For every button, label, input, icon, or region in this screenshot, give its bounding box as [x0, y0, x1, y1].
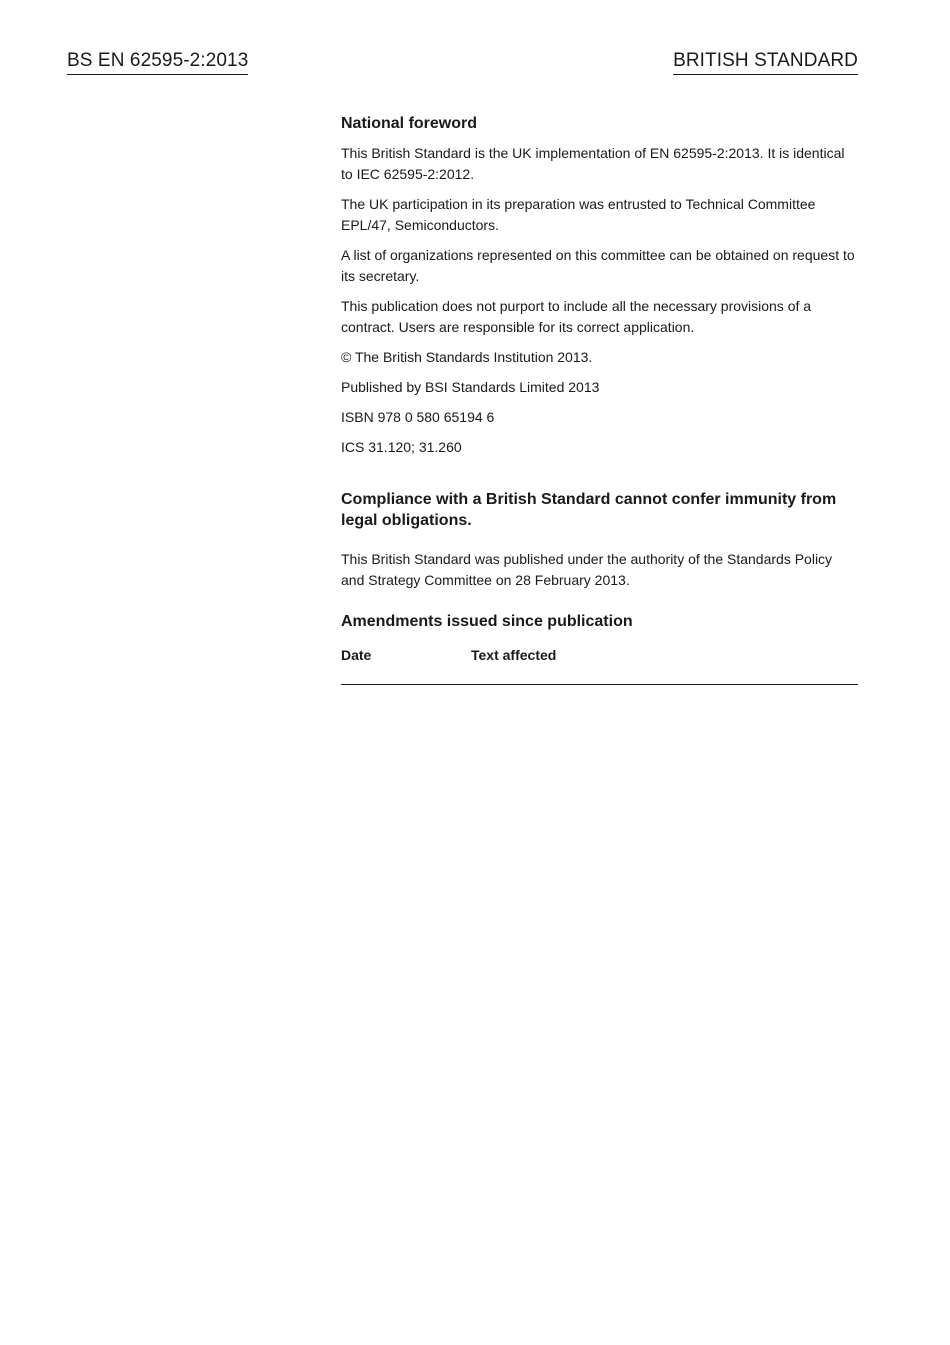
- standard-label: BRITISH STANDARD: [673, 49, 858, 75]
- isbn-line: ISBN 978 0 580 65194 6: [341, 409, 495, 425]
- amendments-column-text-affected: Text affected: [471, 647, 557, 663]
- copyright-notice: © The British Standards Institution 2013.: [341, 349, 593, 365]
- authority-statement: This British Standard was published under the authority of the Standards Policy and Strategy Committee on 28 February 2013.: [341, 551, 833, 588]
- national-foreword-section: [341, 112, 858, 685]
- compliance-statement: Compliance with a British Standard cannot confer immunity from legal obligations.: [341, 491, 837, 529]
- foreword-paragraph-committee: The UK participation in its preparation was entrusted to Technical Committee EPL/47, Semiconductors.: [341, 196, 816, 233]
- amendments-title: Amendments issued since publication: [341, 613, 633, 630]
- foreword-title: National foreword: [341, 115, 478, 132]
- document-id: BS EN 62595-2:2013: [67, 49, 248, 75]
- ics-line: ICS 31.120; 31.260: [341, 439, 462, 455]
- amendments-column-date: Date: [341, 647, 372, 663]
- foreword-paragraph-organizations: A list of organizations represented on this committee can be obtained on request to its secretary.: [341, 247, 855, 284]
- foreword-paragraph-provisions: This publication does not purport to include all the necessary provisions of a contract. Users are responsible for its correct application.: [341, 298, 812, 335]
- amendments-table: [341, 645, 858, 685]
- foreword-paragraph-implementation: This British Standard is the UK implementation of EN 62595-2:2013. It is identical to IEC 62595-2:2012.: [341, 145, 845, 182]
- publisher-line: Published by BSI Standards Limited 2013: [341, 379, 600, 395]
